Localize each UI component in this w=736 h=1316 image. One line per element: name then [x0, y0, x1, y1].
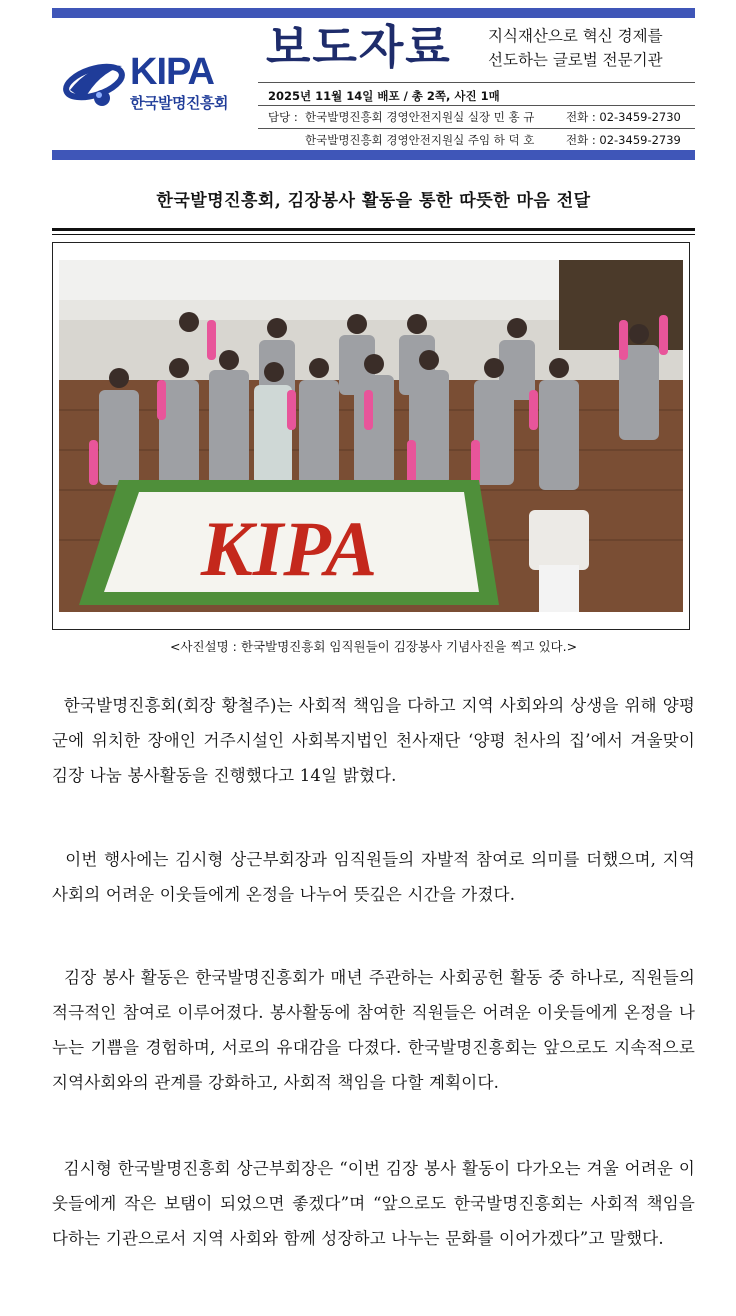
article-paragraph-4: 김시형 한국발명진흥회 상근부회장은 “이번 김장 봉사 활동이 다가오는 겨울 어려운 이웃들에게 작은 보탬이 되었으면 좋겠다”며 “앞으로도 한국발명진흥회는 사회적 책임을 다하는 기관으로서 지역 사회와 함께 성장하고 나누는 문화를 이어가겠다”고 말했다.	[52, 1159, 696, 1248]
photo-kipa-lettering: KIPA	[200, 505, 378, 592]
divider	[258, 128, 695, 129]
event-photo	[52, 242, 690, 630]
slogan-line1: 지식재산으로 혁신 경제를	[488, 27, 663, 45]
kipa-logo	[62, 52, 247, 114]
logo-text-en: KIPA	[130, 51, 214, 93]
article-paragraph-2: 이번 행사에는 김시형 상근부회장과 임직원들의 자발적 참여로 의미를 더했으며, 지역 사회의 어려운 이웃들에게 온정을 나누어 뜻깊은 시간을 가졌다.	[52, 850, 695, 904]
slogan-line2: 선도하는 글로벌 전문기관	[488, 51, 663, 69]
contact1-person: 한국발명진흥회 경영안전지원실 실장 민 홍 규	[305, 110, 535, 124]
divider	[258, 105, 695, 106]
slogan	[488, 24, 663, 72]
page-title: 보도자료	[266, 20, 452, 74]
article-paragraph-1: 한국발명진흥회(회장 황철주)는 사회적 책임을 다하고 지역 사회와의 상생을 위해 양평군에 위치한 장애인 거주시설인 사회복지법인 천사재단 ‘양평 천사의 집’에서 겨울맞이 김장 나눔 봉사활동을 진행했다고 14일 밝혔다.	[52, 696, 695, 785]
release-dateline: 2025년 11월 14일 배포 / 총 2쪽, 사진 1매	[268, 89, 500, 103]
article-headline: 한국발명진흥회, 김장봉사 활동을 통한 따뜻한 마음 전달	[156, 191, 591, 211]
contact2-phone: 전화 : 02-3459-2739	[566, 133, 681, 147]
header-bottom-bar	[52, 150, 695, 160]
contact2-person: 한국발명진흥회 경영안전지원실 주임 하 덕 호	[305, 133, 535, 147]
logo-swoosh-icon	[62, 52, 126, 114]
photo-caption: <사진설명 : 한국발명진흥회 임직원들이 김장봉사 기념사진을 찍고 있다.>	[169, 639, 578, 654]
headline-rule	[52, 228, 695, 231]
contact1-phone: 전화 : 02-3459-2730	[566, 110, 681, 124]
contact1-label: 담당 :	[268, 110, 298, 124]
headline-rule-thin	[52, 234, 695, 235]
logo-text-ko: 한국발명진흥회	[130, 94, 228, 112]
article-paragraph-3: 김장 봉사 활동은 한국발명진흥회가 매년 주관하는 사회공헌 활동 중 하나로, 직원들의 적극적인 참여로 이루어졌다. 봉사활동에 참여한 직원들은 어려운 이웃들에게 온정을 나누는 기쁨을 경험하며, 서로의 유대감을 다졌다. 한국발명진흥회는 앞으로도 지속적으로 지역사회와의 관계를 강화하고, 사회적 책임을 다할 계획이다.	[52, 968, 696, 1092]
divider	[258, 82, 695, 83]
